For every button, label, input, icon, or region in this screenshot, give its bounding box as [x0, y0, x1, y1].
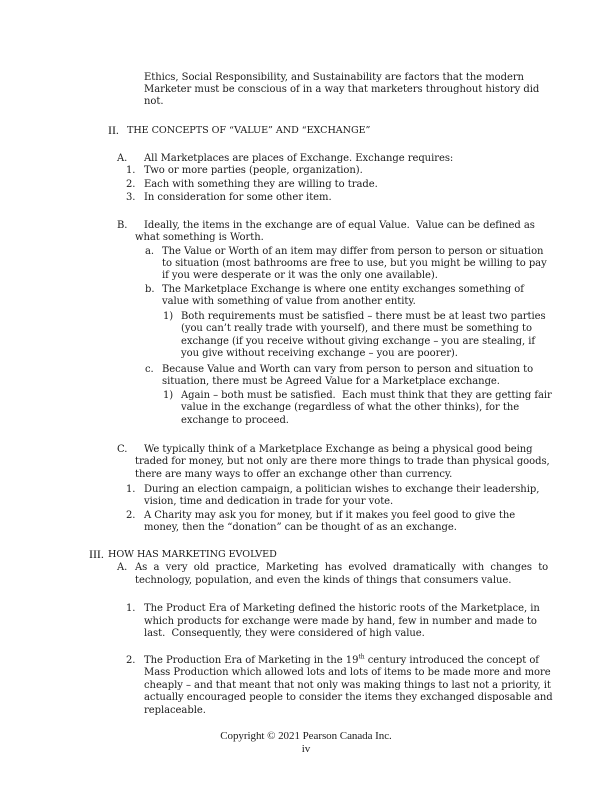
section-3-numeral: III.: [89, 547, 104, 561]
section-3-a-line-2: technology, population, and even the kinds of things that consumers value.: [135, 575, 512, 586]
section-3-a-marker: A.: [117, 562, 128, 573]
section-3-a-item-2-line-5: replaceable.: [144, 705, 206, 716]
section-2-b-c-sub-marker: 1): [163, 390, 174, 401]
section-3-a-line-1: As a very old practice, Marketing has evolved dramatically with changes to: [135, 562, 549, 573]
section-2-b-b-sub-marker: 1): [163, 311, 174, 322]
section-2-c-item-1-marker: 1.: [126, 484, 136, 495]
section-2-a-item-1-marker: 1.: [126, 165, 136, 176]
section-2-a-item-1: Two or more parties (people, organization).: [144, 165, 363, 176]
section-2-c-line-2: traded for money, but not only are there more things to trade than physical goods,: [135, 456, 550, 467]
section-2-b-b-sub-line-2: (you can’t really trade with yourself), and there must be something to: [181, 323, 532, 334]
section-2-b-a-line-1: The Value or Worth of an item may differ from person to person or situation: [162, 246, 544, 257]
section-2-a-item-3: In consideration for some other item.: [144, 192, 332, 203]
section-2-b-b-sub-line-4: you give without receiving exchange – you are poorer).: [181, 348, 458, 359]
section-2-b-line-1: Ideally, the items in the exchange are of equal Value. Value can be defined as: [144, 220, 535, 231]
section-3-a-item-2-line-4: actually encouraged people to consider the items they exchanged disposable and: [144, 692, 553, 703]
section-2-b-c-line-1: Because Value and Worth can vary from person to person and situation to: [162, 364, 534, 375]
section-2-b-b-sub-line-1: Both requirements must be satisfied – there must be at least two parties: [181, 311, 546, 322]
section-2-c-item-2-line-2: money, then the “donation” can be thought of as an exchange.: [144, 522, 457, 533]
section-2-numeral: II.: [108, 123, 119, 137]
section-2-a-item-2-marker: 2.: [126, 179, 136, 190]
intro-line-2: Marketer must be conscious of in a way that marketers throughout history did: [144, 84, 540, 95]
section-2-b-c-marker: c.: [145, 364, 154, 375]
section-2-b-a-line-3: if you were desperate or it was the only one available).: [162, 270, 438, 281]
footer-copyright: Copyright © 2021 Pearson Canada Inc.: [220, 730, 392, 742]
section-3-a-item-2-line-2: Mass Production which allowed lots and lots of items to be made more and more: [144, 667, 551, 678]
section-2-c-marker: C.: [117, 444, 128, 455]
section-2-a-item-2: Each with something they are willing to trade.: [144, 179, 378, 190]
intro-line-1: Ethics, Social Responsibility, and Sustainability are factors that the modern: [144, 72, 524, 83]
section-2-b-a-line-2: to situation (most bathrooms are free to use, but you might be willing to pay: [162, 258, 547, 269]
section-2-c-item-1-line-2: vision, time and dedication in trade for your vote.: [144, 496, 394, 507]
section-2-b-c-line-2: situation, there must be Agreed Value for a Marketplace exchange.: [162, 376, 500, 387]
section-3-a-item-1-line-1: The Product Era of Marketing defined the historic roots of the Marketplace, in: [144, 603, 540, 614]
footer-page-number: iv: [301, 743, 311, 755]
section-2-b-b-line-1: The Marketplace Exchange is where one entity exchanges something of: [162, 284, 524, 295]
section-2-b-b-marker: b.: [145, 284, 155, 295]
intro-line-3: not.: [144, 96, 164, 107]
section-3-a-item-2-marker: 2.: [126, 655, 136, 666]
section-3-a-item-2-line-1: The Production Era of Marketing in the 19th century introduced the concept of: [144, 653, 539, 666]
section-2-b-c-sub-line-1: Again – both must be satisfied. Each must think that they are getting fair: [181, 390, 552, 401]
section-2-c-item-2-marker: 2.: [126, 510, 136, 521]
section-2-c-line-1: We typically think of a Marketplace Exchange as being a physical good being: [144, 444, 533, 455]
section-3-a-item-1-line-2: which products for exchange were made by hand, few in number and made to: [144, 616, 537, 627]
section-3-a-item-1-line-3: last. Consequently, they were considered of high value.: [144, 628, 425, 639]
section-2-b-c-sub-line-2: value in the exchange (regardless of what the other thinks), for the: [181, 402, 520, 413]
ordinal-superscript: th: [358, 653, 365, 661]
section-2-b-c-sub-line-3: exchange to proceed.: [181, 415, 289, 426]
section-3-a-item-1-marker: 1.: [126, 603, 136, 614]
section-3-a-item-2-line-3: cheaply – and that meant that not only was making things to last not a priority, it: [144, 680, 551, 691]
section-2-c-line-3: there are many ways to offer an exchange other than currency.: [135, 469, 453, 480]
section-2-b-a-marker: a.: [145, 246, 155, 257]
section-2-b-b-sub-line-3: exchange (if you receive without giving exchange – you are stealing, if: [181, 336, 536, 347]
section-2-a-text: All Marketplaces are places of Exchange. Exchange requires:: [144, 153, 454, 164]
section-2-b-marker: B.: [117, 220, 128, 231]
section-3-heading: HOW HAS MARKETING EVOLVED: [108, 549, 277, 560]
section-2-b-line-2: what something is Worth.: [135, 232, 264, 243]
section-2-a-marker: A.: [117, 153, 128, 164]
section-2-a-item-3-marker: 3.: [126, 192, 136, 203]
section-2-heading: THE CONCEPTS OF “VALUE” AND “EXCHANGE”: [127, 125, 371, 136]
section-2-c-item-2-line-1: A Charity may ask you for money, but if it makes you feel good to give the: [144, 510, 516, 521]
section-2-b-b-line-2: value with something of value from another entity.: [162, 296, 416, 307]
section-2-c-item-1-line-1: During an election campaign, a politician wishes to exchange their leadership,: [144, 484, 540, 495]
